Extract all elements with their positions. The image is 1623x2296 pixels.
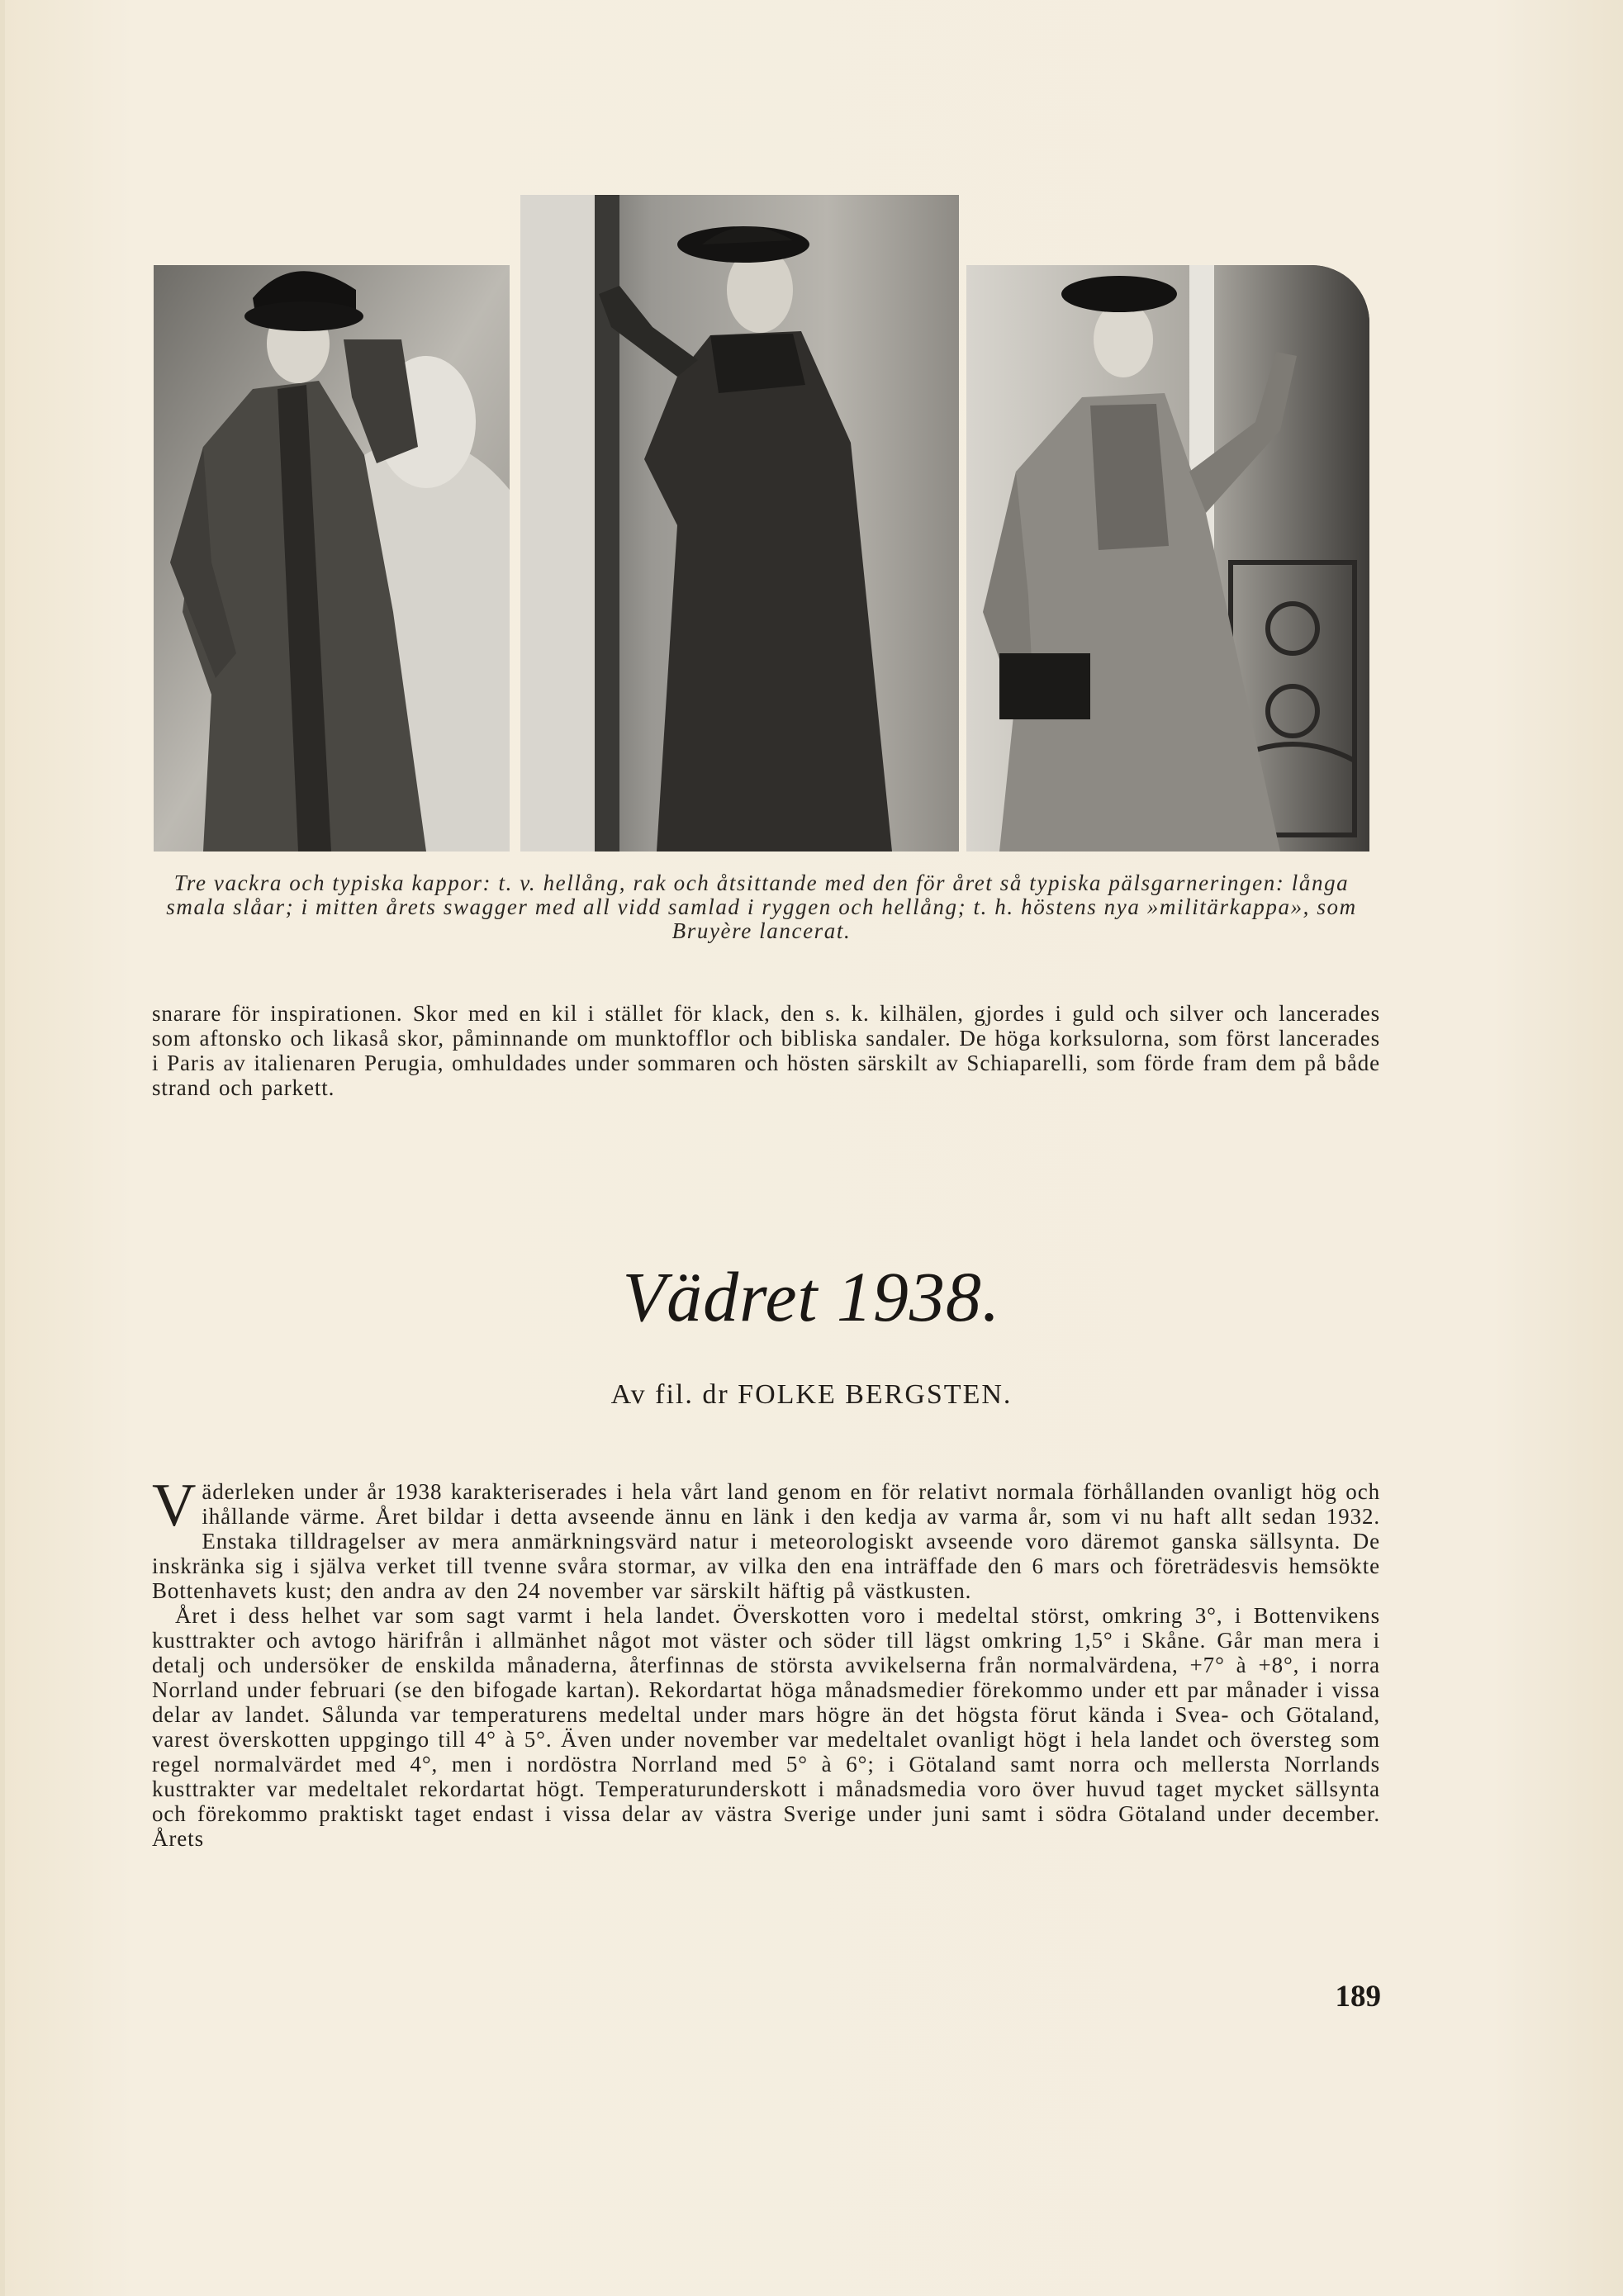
- article-body: [152, 1472, 1380, 1851]
- article-paragraph-1: äderleken under år 1938 karakteriserades i hela vårt land genom en för relativt normala förhållanden ovanligt hög och ihållande värme. Året bildar i detta avseende ännu en länk i den kedja av varma år, som vi nu haft allt sedan 1932. Enstaka tilldragelser av mera anmärkningsvärd natur i meteorologiskt avseende voro däremot ganska sällsynta. De inskränka sig i själva verket till tvenne svåra stormar, av vilka den ena inträffade den 6 mars och företrädesvis hemsökte Bottenhavets kust; den andra av den 24 november var särskilt häftig på västkusten.: [152, 1479, 1380, 1603]
- page-number: 189: [1335, 1980, 1381, 2014]
- woman-in-military-coat-photo: [966, 265, 1369, 852]
- article-byline: Av fil. dr FOLKE BERGSTEN.: [610, 1379, 1013, 1410]
- woman-in-long-coat-photo: [154, 265, 510, 852]
- photo-caption: Tre vackra och typiska kappor: t. v. hellång, rak och åtsittande med den för året så typiska pälsgarneringen: långa smala slåar; i mitten årets swagger med all vidd samlad i ryggen och hellång; t. h. höstens nya »militärkappa», som Bruyère lancerat.: [166, 870, 1357, 943]
- drop-cap: V: [152, 1472, 197, 1539]
- article-title: Vädret 1938.: [622, 1257, 1001, 1336]
- fashion-paragraph: snarare för inspirationen. Skor med en kil i stället för klack, den s. k. kilhälen, gjordes i guld och silver och lancerades som aftonsko och likaså skor, påminnande om munktofflor och bibliska sandaler. De höga korksulorna, som först lancerades i Paris av italienaren Perugia, omhuldades under sommaren och hösten särskilt av Schiaparelli, som förde fram dem på både strand och parkett.: [152, 1001, 1380, 1100]
- woman-in-swagger-coat-photo: [520, 195, 959, 852]
- article-paragraph-2: Året i dess helhet var som sagt varmt i hela landet. Överskotten voro i medeltal störst, omkring 3°, i Bottenvikens kusttrakter och avtogo härifrån i allmänhet något mot väster och söder till lägst omkring 1,5° i Skåne. Går man mera i detalj och undersöker de enskilda månaderna, återfinnas de största avvikelserna från normalvärdena, +7° à +8°, i norra Norrland under februari (se den bifogade kartan). Rekordartat höga månadsmedier förekommo under ett par månader i vissa delar av landet. Sålunda var temperaturens medeltal under mars högre än det högsta förut kända i Svea- och Götaland, varest överskotten uppgingo till 4° à 5°. Även under november var medeltalet ovanligt högt i hela landet och översteg som regel normalvärdet med 4°, men i nordöstra Norrland med 5° à 6°; i Götaland samt norra och mellersta Norrlands kusttrakter var medeltalet rekordartat högt. Temperaturunderskott i månadsmedia voro över huvud taget mycket sällsynta och förekommo praktiskt taget endast i vissa delar av västra Sverige under juni samt i södra Götaland under december. Årets: [152, 1603, 1380, 1851]
- photo-row: [154, 195, 1369, 852]
